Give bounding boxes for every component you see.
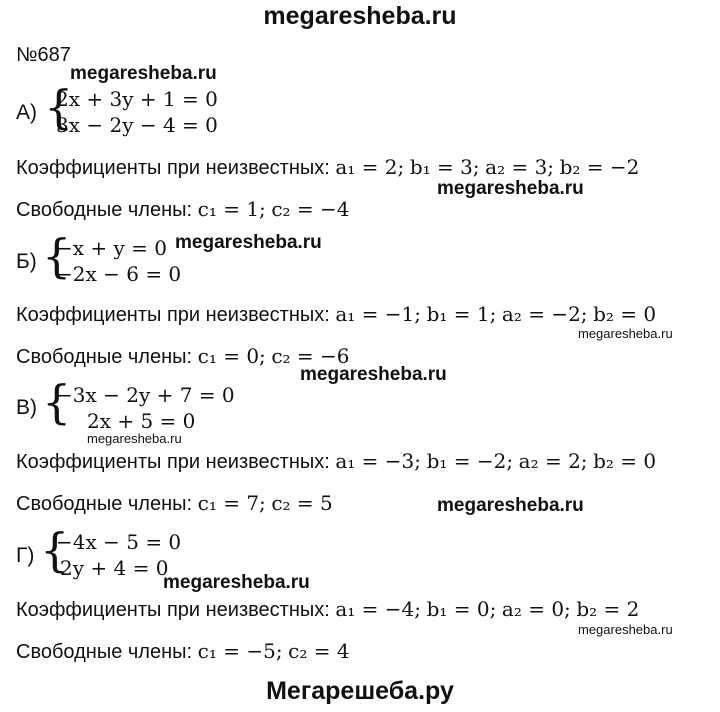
problem-number: №687 — [16, 44, 71, 66]
watermark: megaresheba.ru — [437, 178, 584, 199]
footer-title: Мегарешеба.ру — [266, 677, 454, 705]
brace-icon: { — [44, 80, 74, 134]
section-v-eq1: −3x − 2y + 7 = 0 — [56, 383, 235, 407]
section-v-coef-row — [16, 449, 656, 474]
watermark: megaresheba.ru — [87, 431, 182, 446]
coef-label: Коэффициенты при неизвестных: — [16, 451, 330, 473]
section-v-eq2: 2x + 5 = 0 — [87, 409, 196, 433]
free-label: Свободные члены: — [16, 199, 193, 221]
free-value: c₁ = −5; — [197, 639, 283, 663]
section-g-eq1: −4x − 5 = 0 — [56, 530, 182, 554]
coef-label: Коэффициенты при неизвестных: — [16, 304, 330, 326]
watermark: megaresheba.ru — [437, 495, 584, 516]
section-g-free-row — [16, 639, 350, 664]
section-a-eq1: 2x + 3y + 1 = 0 — [56, 87, 218, 111]
free-label: Свободные члены: — [16, 346, 193, 368]
watermark: megaresheba.ru — [300, 364, 447, 385]
free-value: c₂ = −4 — [271, 197, 350, 221]
coef-value: b₂ = −2 — [559, 155, 640, 179]
free-value: c₂ = −6 — [271, 344, 350, 368]
coef-value: a₂ = 0; — [501, 597, 571, 621]
watermark: megaresheba.ru — [578, 622, 673, 637]
free-label: Свободные члены: — [16, 641, 193, 663]
watermark: megaresheba.ru — [578, 326, 673, 341]
section-g-coef-row — [16, 597, 639, 622]
brace-icon: { — [40, 523, 70, 577]
section-v-free-row — [16, 491, 333, 516]
brace-icon: { — [42, 229, 72, 283]
coef-value: a₂ = 2; — [518, 449, 588, 473]
section-b-coef-row — [16, 302, 656, 327]
coef-label: Коэффициенты при неизвестных: — [16, 157, 330, 179]
section-a-coef-row — [16, 155, 639, 180]
watermark: megaresheba.ru — [70, 63, 217, 84]
coef-value: a₁ = 2; — [335, 155, 405, 179]
free-value: c₁ = 7; — [197, 491, 266, 515]
coef-label: Коэффициенты при неизвестных: — [16, 599, 330, 621]
coef-value: a₂ = −2; — [501, 302, 588, 326]
coef-value: b₁ = 0; — [426, 597, 497, 621]
coef-value: a₁ = −1; — [335, 302, 422, 326]
coef-value: b₁ = 1; — [426, 302, 497, 326]
free-value: c₂ = 4 — [288, 639, 350, 663]
coef-value: b₂ = 0 — [593, 449, 657, 473]
coef-value: a₁ = −4; — [335, 597, 422, 621]
coef-value: b₂ = 0 — [593, 302, 657, 326]
free-label: Свободные члены: — [16, 493, 193, 515]
brace-icon: { — [42, 375, 72, 429]
section-a-free-row — [16, 197, 350, 222]
section-g-label: Г) — [16, 544, 35, 567]
section-g-eq2: 2y + 4 = 0 — [60, 556, 169, 580]
section-b-eq1: −x + y = 0 — [56, 236, 168, 260]
section-v-label: В) — [16, 396, 37, 419]
free-value: c₁ = 1; — [197, 197, 266, 221]
section-b-label: Б) — [16, 250, 37, 273]
coef-value: a₂ = 3; — [485, 155, 555, 179]
section-a-eq2: 3x − 2y − 4 = 0 — [56, 113, 218, 137]
watermark: megaresheba.ru — [175, 232, 322, 253]
free-value: c₁ = 0; — [197, 344, 266, 368]
section-a-label: А) — [16, 101, 37, 124]
coef-value: b₂ = 2 — [576, 597, 640, 621]
section-b-eq2: −2x − 6 = 0 — [56, 262, 182, 286]
coef-value: b₁ = 3; — [409, 155, 480, 179]
site-title: megaresheba.ru — [263, 2, 457, 30]
free-value: c₂ = 5 — [271, 491, 333, 515]
watermark: megaresheba.ru — [163, 572, 310, 593]
coef-value: a₁ = −3; — [335, 449, 422, 473]
coef-value: b₁ = −2; — [426, 449, 514, 473]
